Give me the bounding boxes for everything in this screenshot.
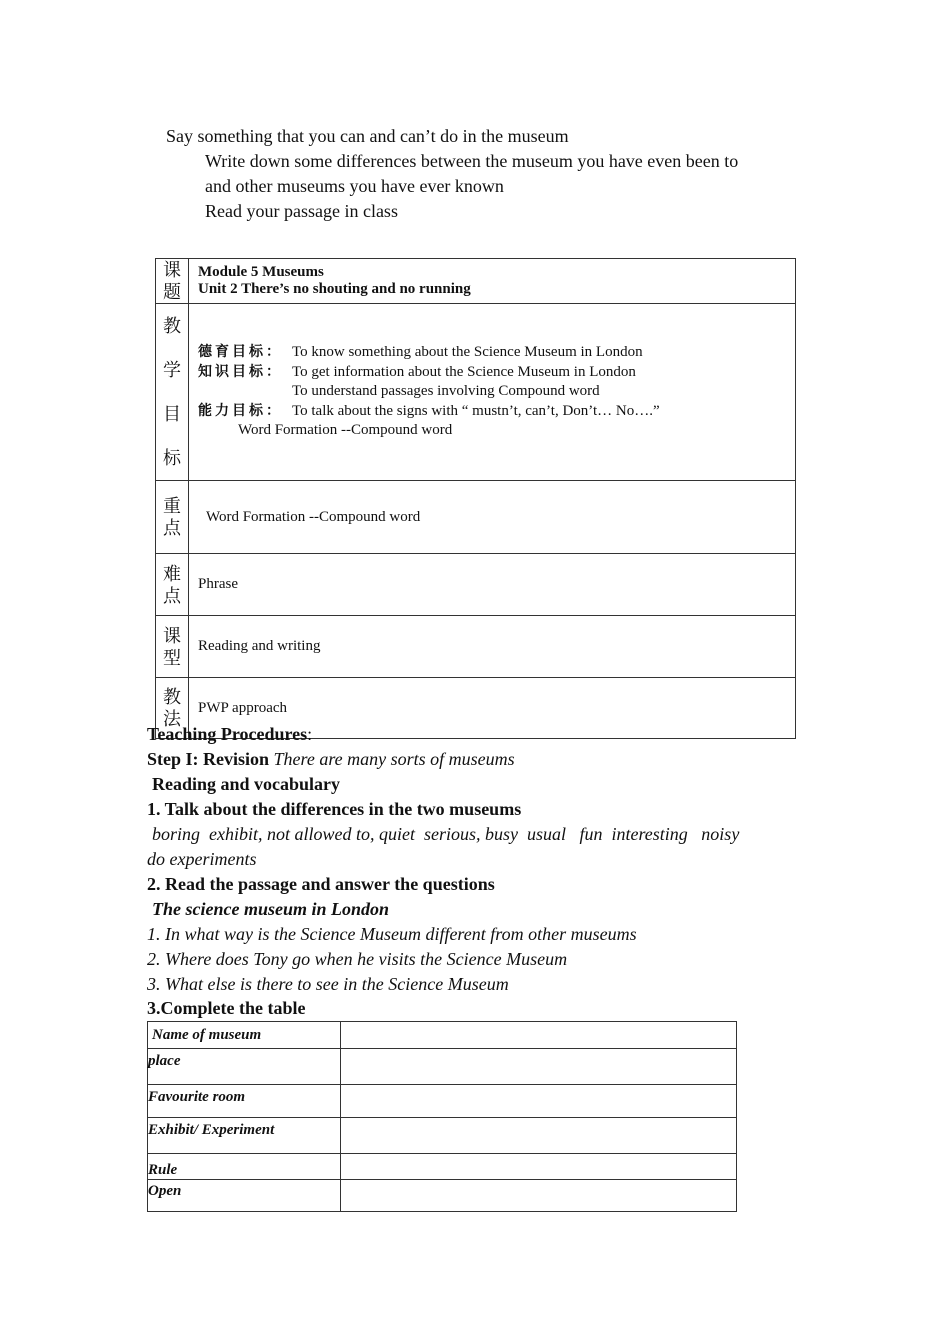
museum-table — [147, 1021, 737, 1212]
field-label: Rule — [148, 1154, 341, 1180]
section-heading: Reading and vocabulary — [152, 774, 341, 794]
row-label: 重 点 — [156, 481, 189, 554]
step1: Step I: Revision There are many sorts of museums — [147, 749, 515, 769]
task-heading: 3.Complete the table — [147, 998, 306, 1018]
difficulty: Phrase — [189, 554, 796, 616]
field-answer[interactable] — [341, 1049, 737, 1085]
key-point: Word Formation --Compound word — [189, 481, 796, 554]
field-label: Exhibit/ Experiment — [148, 1118, 341, 1154]
lesson-info-table — [155, 258, 796, 739]
goal-line: To understand passages involving Compound word — [292, 383, 600, 400]
vocab-words: do experiments — [147, 849, 257, 869]
field-answer[interactable] — [341, 1154, 737, 1180]
row-label: 课 题 — [156, 259, 189, 304]
task-heading: 2. Read the passage and answer the questions — [147, 874, 495, 894]
intro-line: Write down some differences between the museum you have even been to — [205, 151, 739, 171]
row-label: 教 学 目 标 — [156, 304, 189, 481]
task-heading: 1. Talk about the differences in the two museums — [147, 799, 522, 819]
intro-line: Read your passage in class — [205, 201, 398, 221]
goal-line: 知识目标： To get information about the Science Museum in London — [198, 363, 636, 380]
passage-title: The science museum in London — [152, 899, 390, 919]
module-title: Module 5 Museums — [198, 264, 324, 280]
intro-line: Say something that you can and can’t do in the museum — [166, 126, 569, 146]
question: 1. In what way is the Science Museum different from other museums — [147, 924, 637, 944]
intro-line: and other museums you have ever known — [205, 176, 504, 196]
question: 3. What else is there to see in the Science Museum — [147, 974, 509, 994]
goal-extra: Word Formation --Compound word — [238, 422, 453, 439]
goal-line: 德育目标： To know something about the Science Museum in London — [198, 344, 643, 361]
unit-title: Unit 2 There’s no shouting and no running — [198, 281, 471, 297]
method: PWP approach — [189, 678, 796, 739]
field-answer[interactable] — [341, 1022, 737, 1049]
field-label: Open — [148, 1180, 341, 1212]
lesson-type: Reading and writing — [189, 616, 796, 678]
field-label: Name of museum — [148, 1022, 341, 1049]
row-label: 难 点 — [156, 554, 189, 616]
question: 2. Where does Tony go when he visits the Science Museum — [147, 949, 568, 969]
field-answer[interactable] — [341, 1085, 737, 1118]
procedures-title: Teaching Procedures: — [147, 724, 313, 744]
row-label: 课 型 — [156, 616, 189, 678]
row-label: 教 法 — [156, 678, 189, 739]
field-answer[interactable] — [341, 1180, 737, 1212]
goal-line: 能力目标： To talk about the signs with “ mustn’t, can’t, Don’t… No….” — [198, 402, 660, 419]
vocab-words: boring exhibit, not allowed to, quiet serious, busy usual fun interesting noisy — [152, 824, 740, 844]
field-answer[interactable] — [341, 1118, 737, 1154]
field-label: place — [148, 1049, 341, 1085]
field-label: Favourite room — [148, 1085, 341, 1118]
